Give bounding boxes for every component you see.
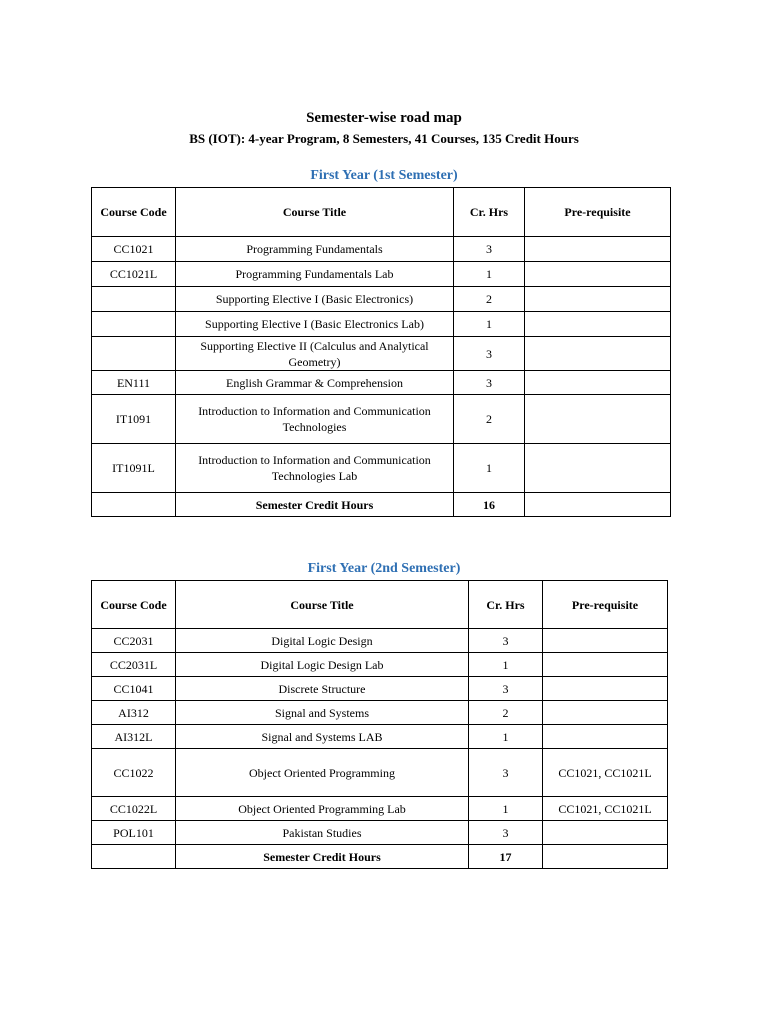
credit-hours: 1	[454, 262, 525, 287]
table-header-row	[92, 188, 671, 237]
course-code: AI312	[92, 701, 176, 725]
credit-hours: 2	[469, 701, 543, 725]
course-title: Supporting Elective I (Basic Electronics)	[176, 287, 454, 312]
header-prerequisite: Pre-requisite	[525, 188, 671, 237]
document-subtitle: BS (IOT): 4-year Program, 8 Semesters, 41 Courses, 135 Credit Hours	[189, 131, 579, 146]
course-title: Pakistan Studies	[176, 821, 469, 845]
course-code	[92, 337, 176, 371]
course-code: CC1041	[92, 677, 176, 701]
header-course-code: Course Code	[92, 188, 176, 237]
credit-hours: 3	[454, 237, 525, 262]
prerequisite	[525, 337, 671, 371]
empty-cell	[543, 845, 668, 869]
table-row	[92, 701, 668, 725]
credit-hours: 3	[454, 337, 525, 371]
total-row	[92, 845, 668, 869]
prerequisite	[543, 725, 668, 749]
credit-hours: 2	[454, 287, 525, 312]
table-row	[92, 749, 668, 797]
table-row	[92, 629, 668, 653]
header-credit-hours: Cr. Hrs	[469, 581, 543, 629]
prerequisite	[525, 262, 671, 287]
total-credit-hours: 17	[469, 845, 543, 869]
credit-hours: 1	[454, 444, 525, 493]
table-row	[92, 312, 671, 337]
table-row	[92, 395, 671, 444]
prerequisite	[543, 629, 668, 653]
course-code	[92, 287, 176, 312]
header-course-code: Course Code	[92, 581, 176, 629]
prerequisite: CC1021, CC1021L	[543, 797, 668, 821]
course-title: Object Oriented Programming	[176, 749, 469, 797]
course-title: Signal and Systems LAB	[176, 725, 469, 749]
semester-1-heading: First Year (1st Semester)	[310, 168, 458, 183]
table-row	[92, 287, 671, 312]
course-title: Digital Logic Design	[176, 629, 469, 653]
table-row	[92, 677, 668, 701]
course-code: CC1021	[92, 237, 176, 262]
prerequisite	[525, 312, 671, 337]
table-row	[92, 371, 671, 395]
credit-hours: 1	[469, 653, 543, 677]
prerequisite	[543, 821, 668, 845]
header-credit-hours: Cr. Hrs	[454, 188, 525, 237]
prerequisite	[525, 237, 671, 262]
course-code: IT1091	[92, 395, 176, 444]
course-title: Supporting Elective I (Basic Electronics Lab)	[176, 312, 454, 337]
credit-hours: 1	[469, 797, 543, 821]
course-title: Programming Fundamentals	[176, 237, 454, 262]
course-title: Supporting Elective II (Calculus and Analytical Geometry)	[176, 337, 454, 371]
total-label: Semester Credit Hours	[176, 493, 454, 517]
course-title: Object Oriented Programming Lab	[176, 797, 469, 821]
course-code: CC2031L	[92, 653, 176, 677]
table-row	[92, 337, 671, 371]
prerequisite	[525, 371, 671, 395]
semester-2-table	[91, 580, 668, 869]
course-title: Programming Fundamentals Lab	[176, 262, 454, 287]
empty-cell	[92, 845, 176, 869]
course-title: Digital Logic Design Lab	[176, 653, 469, 677]
table-row	[92, 821, 668, 845]
credit-hours: 1	[469, 725, 543, 749]
course-title: Discrete Structure	[176, 677, 469, 701]
course-code: AI312L	[92, 725, 176, 749]
prerequisite	[525, 395, 671, 444]
table-row	[92, 725, 668, 749]
table-row	[92, 237, 671, 262]
credit-hours: 3	[469, 677, 543, 701]
course-code: CC2031	[92, 629, 176, 653]
prerequisite	[543, 701, 668, 725]
header-prerequisite: Pre-requisite	[543, 581, 668, 629]
course-code: CC1022L	[92, 797, 176, 821]
course-title: English Grammar & Comprehension	[176, 371, 454, 395]
credit-hours: 2	[454, 395, 525, 444]
course-title: Signal and Systems	[176, 701, 469, 725]
total-row	[92, 493, 671, 517]
empty-cell	[92, 493, 176, 517]
table-row	[92, 262, 671, 287]
semester-2-heading: First Year (2nd Semester)	[307, 561, 461, 576]
prerequisite	[525, 444, 671, 493]
course-code: CC1021L	[92, 262, 176, 287]
prerequisite: CC1021, CC1021L	[543, 749, 668, 797]
course-code: EN111	[92, 371, 176, 395]
document-title: Semester-wise road map	[306, 110, 462, 126]
empty-cell	[525, 493, 671, 517]
course-title: Introduction to Information and Communication Technologies	[176, 395, 454, 444]
credit-hours: 3	[469, 749, 543, 797]
course-title: Introduction to Information and Communication Technologies Lab	[176, 444, 454, 493]
table-row	[92, 797, 668, 821]
table-header-row	[92, 581, 668, 629]
total-credit-hours: 16	[454, 493, 525, 517]
total-label: Semester Credit Hours	[176, 845, 469, 869]
header-course-title: Course Title	[176, 581, 469, 629]
course-code	[92, 312, 176, 337]
credit-hours: 1	[454, 312, 525, 337]
table-row	[92, 653, 668, 677]
prerequisite	[543, 677, 668, 701]
course-code: IT1091L	[92, 444, 176, 493]
table-row	[92, 444, 671, 493]
header-course-title: Course Title	[176, 188, 454, 237]
course-code: POL101	[92, 821, 176, 845]
credit-hours: 3	[469, 629, 543, 653]
credit-hours: 3	[454, 371, 525, 395]
prerequisite	[525, 287, 671, 312]
credit-hours: 3	[469, 821, 543, 845]
semester-1-table	[91, 187, 671, 517]
course-code: CC1022	[92, 749, 176, 797]
prerequisite	[543, 653, 668, 677]
